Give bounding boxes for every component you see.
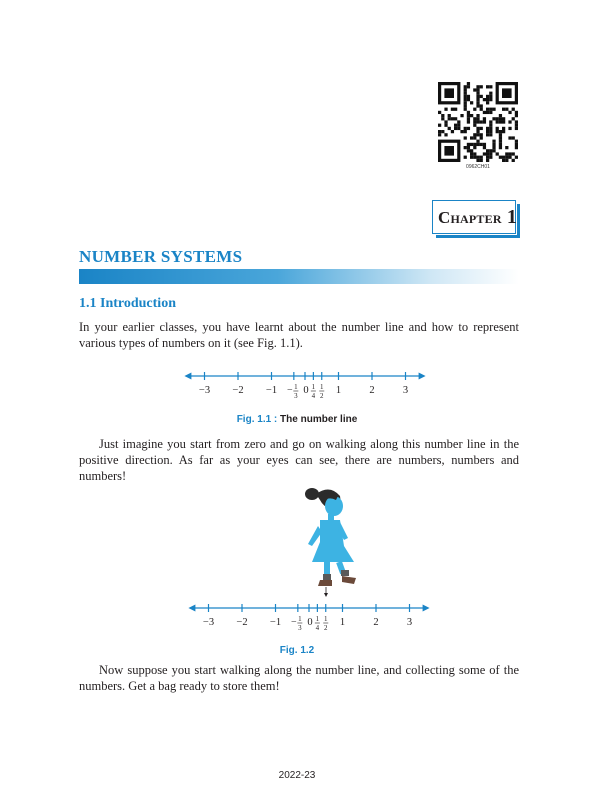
chapter-word: Chapter (438, 208, 502, 227)
tick-label: 0 (303, 385, 309, 396)
tick-label: −2 (232, 385, 244, 396)
fraction-denominator: 2 (324, 624, 328, 632)
tick-label: 3 (402, 385, 409, 396)
right-arrow-icon (423, 605, 430, 612)
fraction-numerator: 1 (324, 615, 328, 623)
fig1-text: The number line (280, 414, 358, 425)
fraction-numerator: 1 (320, 383, 324, 391)
tick-label: −3 (198, 385, 211, 396)
suppose-paragraph: Now suppose you start walking along the number line, and collecting some of the numbers. Get a bag ready to store them! (79, 663, 519, 693)
tick-label: 0 (307, 617, 313, 628)
intro-paragraph: In your earlier classes, you have learnt about the number line and how to represent various types of numbers on it (see Fig. 1.1). (79, 320, 519, 350)
tick-label: 2 (369, 385, 375, 396)
fraction-numerator: 1 (294, 383, 298, 391)
tick-label: −2 (236, 617, 248, 628)
fraction-sign: − (287, 385, 293, 396)
number-line-fig2 (174, 596, 449, 640)
imagine-paragraph: Just imagine you start from zero and go on walking along this number line in the positive direction. As far as your eyes can see, there are numbers, numbers and numbers! (79, 437, 519, 483)
fraction-denominator: 4 (311, 392, 316, 400)
tick-label: −1 (265, 385, 278, 396)
fig2-caption (0, 645, 594, 656)
right-arrow-icon (419, 373, 426, 380)
fraction-numerator: 1 (311, 383, 316, 391)
fraction-sign: − (291, 617, 297, 628)
chapter-title: NUMBER SYSTEMS (79, 247, 243, 266)
tick-label: 3 (406, 617, 413, 628)
qr-code-image (438, 82, 518, 162)
left-arrow-icon (184, 373, 191, 380)
tick-label: 1 (335, 385, 342, 396)
chapter-label (438, 206, 517, 229)
fraction-numerator: 1 (315, 615, 320, 623)
section-heading: 1.1 Introduction (79, 296, 176, 311)
page-footer: 2022-23 (278, 770, 316, 781)
fraction-denominator: 4 (315, 624, 320, 632)
fraction-denominator: 2 (320, 392, 324, 400)
tick-label: −3 (202, 617, 215, 628)
number-line-fig1 (160, 364, 435, 408)
tick-label: −1 (269, 617, 282, 628)
fig1-caption (0, 414, 594, 425)
tick-label: 2 (373, 617, 379, 628)
left-arrow-icon (188, 605, 195, 612)
fraction-numerator: 1 (298, 615, 302, 623)
tick-label: 1 (339, 617, 346, 628)
girl-walking-illustration (290, 486, 370, 598)
title-gradient-bar (79, 269, 519, 284)
fraction-denominator: 3 (294, 392, 298, 400)
fig1-label: Fig. 1.1 : (236, 414, 278, 425)
chapter-number: 1 (501, 206, 518, 228)
fraction-denominator: 3 (298, 624, 302, 632)
qr-code-id: 0962CH01 (466, 164, 490, 170)
fig2-label: Fig. 1.2 (279, 645, 315, 656)
